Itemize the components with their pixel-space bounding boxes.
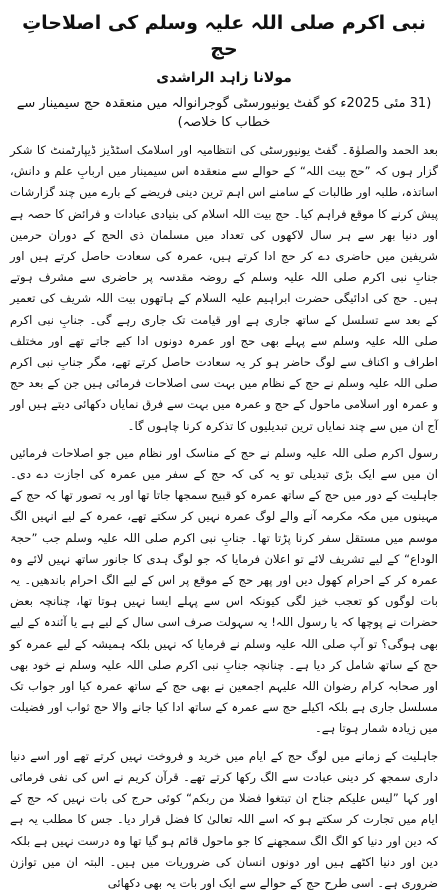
article-author: مولانا زاہد الراشدی bbox=[156, 70, 292, 86]
article-paragraph-3: جاہلیت کے زمانے میں لوگ حج کے ایام میں خرید و فروخت نہیں کرتے تھے اور اسے دنیا داری سمجھ کر دینی عبادت سے الگ رکھا کرتے تھے۔ قرآن کریم نے اس کی نفی فرمائی اور کہا ”لیس علیکم جناح ان تبتغوا فضلا من ربکم“ کوئی حرج کی بات نہیں کہ حج کے ایام میں تجارت کر سکتے ہو کہ اسے اللہ تعالیٰ کا فضل قرار دیا۔ جس کا مطلب یہ ہے کہ دین اور دنیا کو الگ الگ سمجھنے کا جو ماحول قائم ہو گیا تھا وہ درست نہیں ہے بلکہ دین اور دنیا اکٹھے ہیں اور دونوں انسان کی ضروریات میں ہیں۔ البتہ ان میں توازن ضروری ہے۔ اسی طرح حج کے حوالے سے ایک اور بات یہ بھی دکھائی bbox=[10, 748, 438, 890]
article-paragraph-2: رسول اکرم صلی اللہ علیہ وسلم نے حج کے مناسک اور نظام میں جو اصلاحات فرمائیں ان میں سے ایک بڑی تبدیلی تو یہ کی کہ حج کے سفر میں عمرہ کی اجازت دے دی۔ جاہلیت کے دور میں حج کے ساتھ عمرہ کو قبیح سمجھا جاتا تھا اور یہ تصور تھا کہ حج کے مہینوں میں مکہ مکرمہ آنے والے لوگ عمرہ نہیں کر سکتے تھے، عمرہ کے لیے انہیں الگ موسم میں مستقل سفر کرنا پڑتا تھا۔ جنابِ نبی اکرم صلی اللہ علیہ وسلم جب ”حجۃ الوداع“ کے لیے تشریف لائے تو اعلان فرمایا کہ جو لوگ ہدی کا جانور ساتھ نہیں لائے وہ عمرہ کر کے احرام کھول دیں اور پھر حج کے موقع پر اس کے لیے الگ احرام باندھیں۔ یہ بات لوگوں کو تعجب خیز لگی کیونکہ اس سے پہلے ایسا نہیں ہوتا تھا، چنانچہ بعض حضرات نے پوچھا کہ یا رسول اللہ! یہ سہولت صرف اسی سال کے لیے ہے یا آئندہ کے لیے بھی ہوگی؟ تو آپ صلی اللہ علیہ وسلم نے فرمایا کہ نہیں بلکہ ہمیشہ کے لیے عمرہ کو حج کے ساتھ شامل کر دیا ہے۔ چنانچہ جنابِ نبی اکرم صلی اللہ علیہ وسلم نے خود بھی اور صحابہ کرام رضوان اللہ علیہم اجمعین نے بھی حج کے ساتھ عمرہ کیا اور جواب تک مسلسل جاری ہے بلکہ اکیلے حج سے عمرہ کے ساتھ ادا کیا جانے والا حج ثواب اور فضیلت میں زیادہ شمار ہوتا ہے۔ bbox=[10, 445, 438, 736]
article-summary: (31 مئی 2025ء کو گفٹ یونیورسٹی گوجرانوالہ میں منعقدہ حج سیمینار سے خطاب کا خلاصہ) bbox=[16, 96, 432, 130]
article-paragraph-1: بعد الحمد والصلوٰۃ۔ گفٹ یونیورسٹی کی انتظامیہ اور اسلامک اسٹڈیز ڈیپارٹمنٹ کا شکر گزار ہوں کہ ”حج بیت اللہ“ کے حوالے سے منعقدہ اس سیمینار میں اربابِ علم و دانش، اساتذہ، طلبہ اور طالبات کے سامنے اس اہم ترین دینی فریضے کے بارے میں چند گزارشات پیش کرنے کا موقع فراہم کیا۔ حج بیت اللہ اسلام کی بنیادی عبادات و فرائض کا حصہ ہے اور دنیا بھر سے ہر سال لاکھوں کی تعداد میں مسلمان ذی الحج کے دوران حرمین شریفین میں حاضری دے کر حج ادا کرتے ہیں، عمرہ کی سعادت حاصل کرتے ہیں اور جنابِ نبی اکرم صلی اللہ علیہ وسلم کے روضہ مقدسہ پر حاضری سے مشرف ہوتے ہیں۔ حج کی ادائیگی حضرت ابراہیم علیہ السلام کے ہاتھوں بیت اللہ شریف کی تعمیر کے بعد سے تسلسل کے ساتھ جاری ہے اور قیامت تک جاری رہے گی۔ جنابِ نبی اکرم صلی اللہ علیہ وسلم سے پہلے بھی حج اور عمرہ دونوں ادا کیے جاتے تھے اور مختلف اطراف و اکناف سے لوگ حاضر ہو کر یہ سعادت حاصل کرتے تھے، مگر جنابِ نبی اکرم صلی اللہ علیہ وسلم نے حج کے نظام میں بہت سی اصلاحات فرمائی ہیں جن کے بعد حج و عمرہ اور اسلامی ماحول کے حج و عمرہ میں بہت سے فرق نمایاں دکھائی دیتے ہیں اور آج ان میں سے چند نمایاں ترین تبدیلیوں کا تذکرہ کرنا چاہوں گا۔ bbox=[10, 143, 438, 433]
article-title: نبی اکرم صلی اللہ علیہ وسلم کی اصلاحاتِ حج bbox=[22, 12, 426, 60]
